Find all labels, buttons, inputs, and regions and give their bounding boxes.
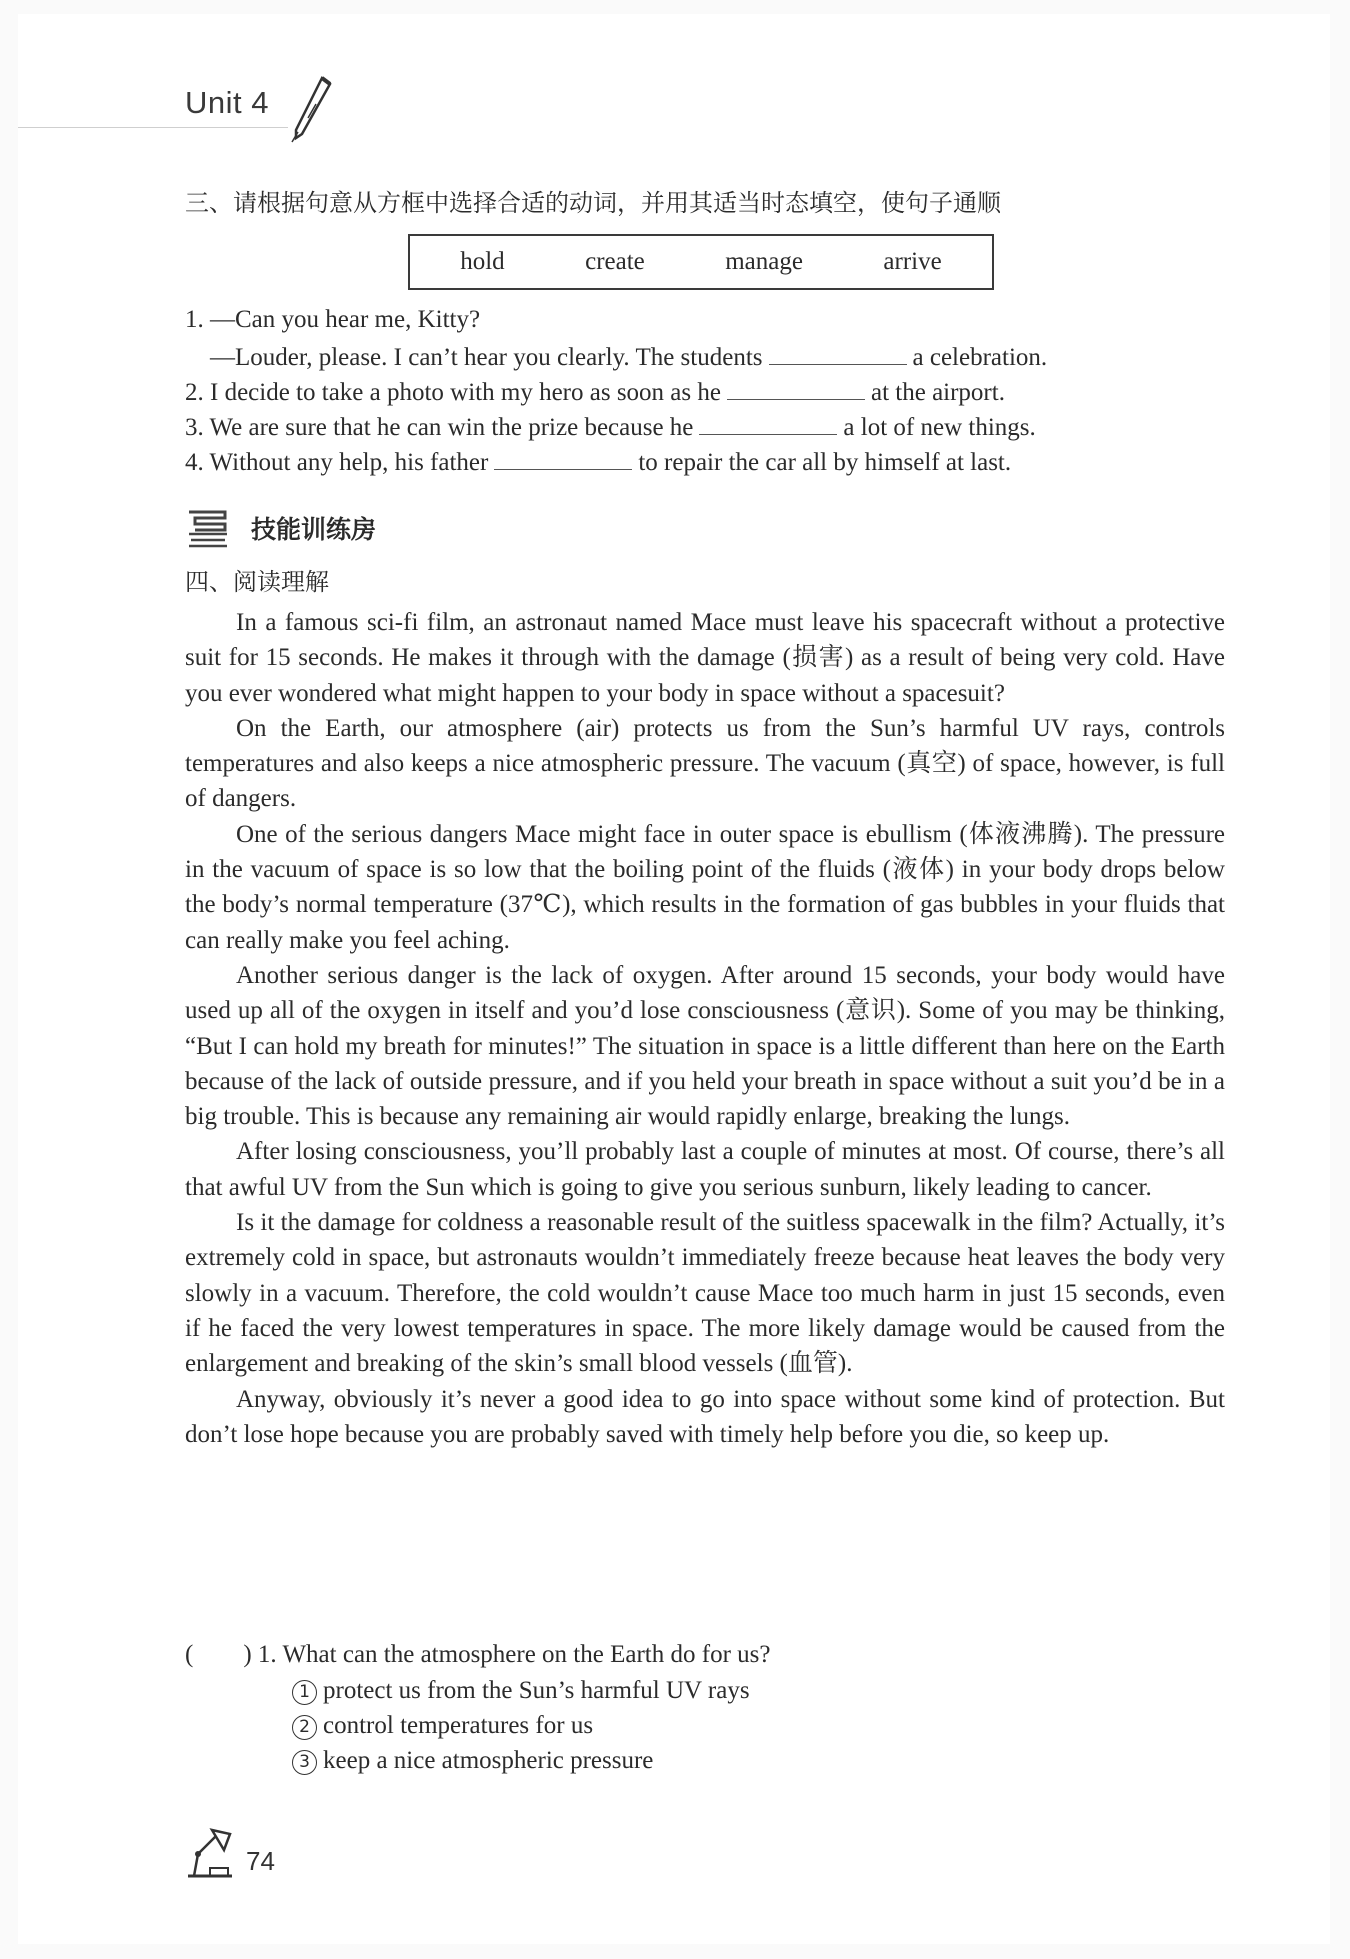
unit-title: Unit 4 [185, 85, 269, 120]
word-option: manage [725, 248, 803, 275]
option-text: control temperatures for us [323, 1712, 594, 1739]
passage-paragraph: After losing consciousness, you’ll probably last a couple of minutes at most. Of course, there’s all that awful UV from the Sun which is going to give you serious sunburn, likely leading to cancer. [185, 1138, 1225, 1201]
question-option [292, 1677, 750, 1705]
exercise-line-1 [185, 306, 480, 334]
answer-bracket[interactable]: ( ) [185, 1641, 252, 1668]
exercise-text: a lot of new things. [843, 414, 1036, 441]
word-option: hold [460, 248, 505, 275]
header-rule [18, 127, 288, 128]
exercise-line-4 [185, 447, 1011, 477]
desk-lamp-icon [182, 1824, 238, 1880]
option-text: keep a nice atmospheric pressure [323, 1747, 654, 1774]
answer-blank[interactable] [494, 447, 632, 470]
section4-heading: 四、阅读理解 [185, 568, 329, 596]
skills-banner-label: 技能训练房 [251, 515, 377, 544]
exercise-text: at the airport. [870, 379, 1005, 406]
exercise-text: 1. —Can you hear me, Kitty? [185, 306, 481, 333]
word-box [408, 234, 994, 290]
question-1 [185, 1641, 770, 1669]
option-text: protect us from the Sun’s harmful UV rays [323, 1677, 750, 1704]
passage-paragraph: One of the serious dangers Mace might face in outer space is ebullism (体液沸腾). The pressure in the vacuum of space is so low that the boiling point of the fluids (液体) in your body drops below the body’s normal temperature (37℃), which results in the formation of gas bubbles in your fluids that can really make you feel aching. [185, 820, 1225, 954]
question-text: 1. What can the atmosphere on the Earth do for us? [257, 1641, 771, 1668]
skills-stack-icon [185, 508, 231, 548]
exercise-text: —Louder, please. I can’t hear you clearly. The students [210, 344, 763, 371]
exercise-text: 4. Without any help, his father [185, 449, 489, 476]
exercise-text: a celebration. [912, 344, 1048, 371]
reading-passage [185, 605, 1225, 1452]
exercise-text: 3. We are sure that he can win the prize because he [185, 414, 694, 441]
exercise-line-1b [210, 342, 1047, 372]
exercise-text: to repair the car all by himself at last. [638, 449, 1012, 476]
passage-paragraph: On the Earth, our atmosphere (air) protects us from the Sun’s harmful UV rays, controls temperatures and also keeps a nice atmospheric pressure. The vacuum (真空) of space, however, is full of dangers. [185, 714, 1225, 813]
page-number: 74 [246, 1846, 275, 1876]
skills-banner [185, 506, 376, 550]
exercise-line-3 [185, 412, 1036, 442]
section3-heading: 三、请根据句意从方框中选择合适的动词，并用其适当时态填空，使句子通顺 [185, 189, 1001, 217]
answer-blank[interactable] [727, 377, 865, 400]
passage-paragraph: In a famous sci-fi film, an astronaut named Mace must leave his spacecraft without a protective suit for 15 seconds. He makes it through with the damage (损害) as a result of being very cold. Have you ever wondered what might happen to your body in space without a spacesuit? [185, 609, 1225, 707]
passage-paragraph: Anyway, obviously it’s never a good idea to go into space without some kind of protection. But don’t lose hope because you are probably saved with timely help before you die, so keep up. [185, 1385, 1225, 1448]
circled-number: 2 [292, 1715, 317, 1740]
circled-number: 3 [292, 1750, 317, 1775]
answer-blank[interactable] [699, 412, 837, 435]
word-option: create [585, 248, 645, 275]
question-option [292, 1712, 593, 1740]
pen-icon [288, 74, 336, 144]
exercise-line-2 [185, 377, 1005, 407]
passage-paragraph: Another serious danger is the lack of oxygen. After around 15 seconds, your body would have used up all of the oxygen in itself and you’d lose consciousness (意识). Some of you may be thinking, “But I can hold my breath for minutes!” The situation in space is a little different than here on the Earth because of the lack of outside pressure, and if you held your breath in space without a suit you’d be in a big trouble. This is because any remaining air would rapidly enlarge, breaking the lungs. [185, 961, 1225, 1131]
answer-blank[interactable] [769, 342, 907, 365]
question-option [292, 1747, 653, 1775]
word-option: arrive [883, 248, 942, 275]
exercise-text: 2. I decide to take a photo with my hero as soon as he [185, 379, 721, 406]
circled-number: 1 [292, 1680, 317, 1705]
passage-paragraph: Is it the damage for coldness a reasonable result of the suitless spacewalk in the film? Actually, it’s extremely cold in space, but astronauts wouldn’t immediately freeze because heat leaves the body very slowly in a vacuum. Therefore, the cold wouldn’t cause Mace too much harm in just 15 seconds, even if he faced the very lowest temperatures in space. The more likely damage would be caused from the enlargement and breaking of the skin’s small blood vessels (血管). [185, 1209, 1225, 1378]
